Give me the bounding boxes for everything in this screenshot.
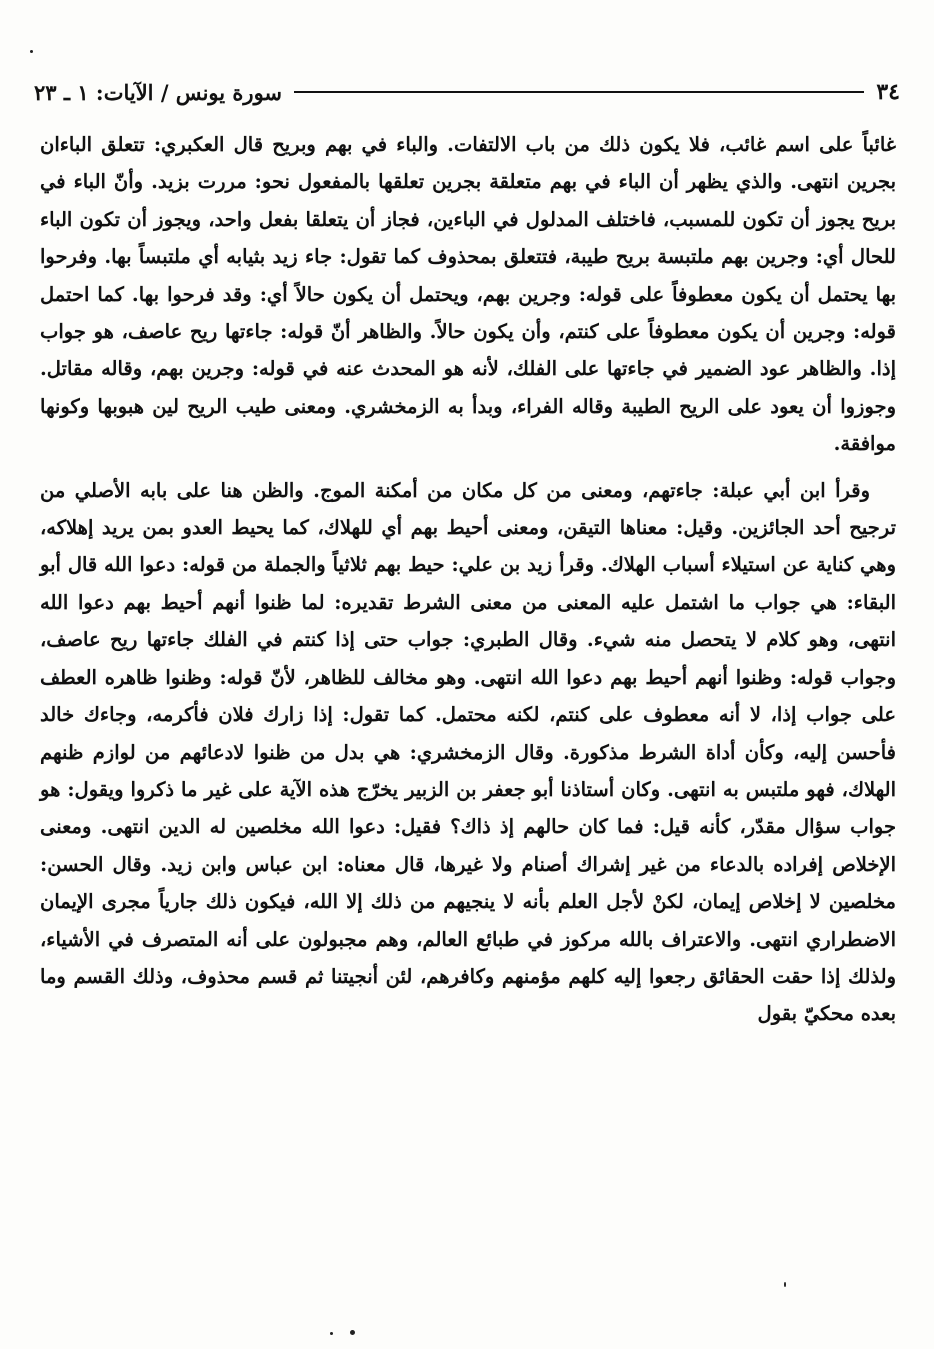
- ink-speck: [330, 1332, 333, 1335]
- paragraph: وقرأ ابن أبي عبلة: جاءتهم، ومعنى من كل مكان من أمكنة الموج. والظن هنا على بابه الأصلي من ترجيح أحد الجائزين. وقيل: معناها التيقن، ومعنى أحيط بهم أي للهلاك، كما يحيط العدو بمن يريد إهلاكه، وهي كناية عن استيلاء أسباب الهلاك. وقرأ زيد بن علي: حيط بهم ثلاثياً والجملة من قوله: دعوا الله قال أبو البقاء: هي جواب ما اشتمل عليه المعنى من معنى الشرط تقديره: لما ظنوا أنهم أحيط بهم دعوا الله انتهى، وهو كلام لا يتحصل منه شيء. وقال الطبري: جواب حتى إذا كنتم في الفلك جاءتها ريح عاصف، وجواب قوله: وظنوا أنهم أحيط بهم دعوا الله انتهى. وهو مخالف للظاهر، لأنّ قوله: وظنوا ظاهره العطف على جواب إذا، لا أنه معطوف على كنتم، لكنه محتمل. كما تقول: إذا زارك فلان فأكرمه، وجاءك خالد فأحسن إليه، وكأن أداة الشرط مذكورة. وقال الزمخشري: هي بدل من ظنوا لادعائهم من لوازم ظنهم الهلاك، فهو ملتبس به انتهى. وكان أستاذنا أبو جعفر بن الزبير يخرّج هذه الآية على غير ما ذكروا ويقول: هو جواب سؤال مقدّر، كأنه قيل: فما كان حالهم إذ ذاك؟ فقيل: دعوا الله مخلصين له الدين انتهى. ومعنى الإخلاص إفراده بالدعاء من غير إشراك أصنام ولا غيرها، قال معناه: ابن عباس وابن زيد. وقال الحسن: مخلصين لا إخلاص إيمان، لكنْ لأجل العلم بأنه لا ينجيهم من ذلك إلا الله، فيكون ذلك جارياً مجرى الإيمان الاضطراري انتهى. والاعتراف بالله مركوز في طبائع العالم، وهم مجبولون على أنه المتصرف في الأشياء، ولذلك إذا حقت الحقائق رجعوا إليه كلهم مؤمنهم وكافرهم، لئن أنجيتنا ثم قسم محذوف، وذلك القسم وما بعده محكيّ بقول: [40, 478, 896, 1026]
- ink-speck: [30, 50, 33, 53]
- paragraph: غائباً على اسم غائب، فلا يكون ذلك من باب الالتفات. والباء في بهم وبريح قال العكبري: تتعلق الباءان بجرين انتهى. والذي يظهر أن الباء في بهم متعلقة بجرين تعلقها بالمفعول نحو: مررت بزيد. وأنّ الباء في بريح يجوز أن تكون للمسبب، فاختلف المدلول في الباءين، فجاز أن يتعلقا بفعل واحد، ويجوز أن تكون الباء للحال أي: وجرين بهم ملتبسة بريح طيبة، فتتعلق بمحذوف كما تقول: جاء زيد بثيابه أي ملتبساً بها. وفرحوا بها يحتمل أن يكون معطوفاً على قوله: وجرين بهم، ويحتمل أن يكون حالاً أي: وقد فرحوا بها. كما احتمل قوله: وجرين أن يكون معطوفاً على كنتم، وأن يكون حالاً. والظاهر أنّ قوله: جاءتها ريح عاصف، هو جواب إذا. والظاهر عود الضمير في جاءتها على الفلك، لأنه هو المحدث عنه في قوله: وجرين بهم، وقاله مقاتل. وجوزوا أن يعود على الريح الطيبة وقاله الفراء، وبدأ به الزمخشري. ومعنى طيب الريح لين هبوبها وكونها موافقة.: [40, 133, 896, 456]
- page-body: [40, 126, 896, 1033]
- ink-speck: [350, 1330, 355, 1335]
- page-header: [34, 74, 900, 110]
- ink-speck: [784, 1282, 786, 1287]
- header-rule: [294, 91, 864, 93]
- running-head: سورة يونس / الآيات: ١ ـ ٢٣: [34, 79, 283, 105]
- page-number: ٣٤: [876, 79, 900, 105]
